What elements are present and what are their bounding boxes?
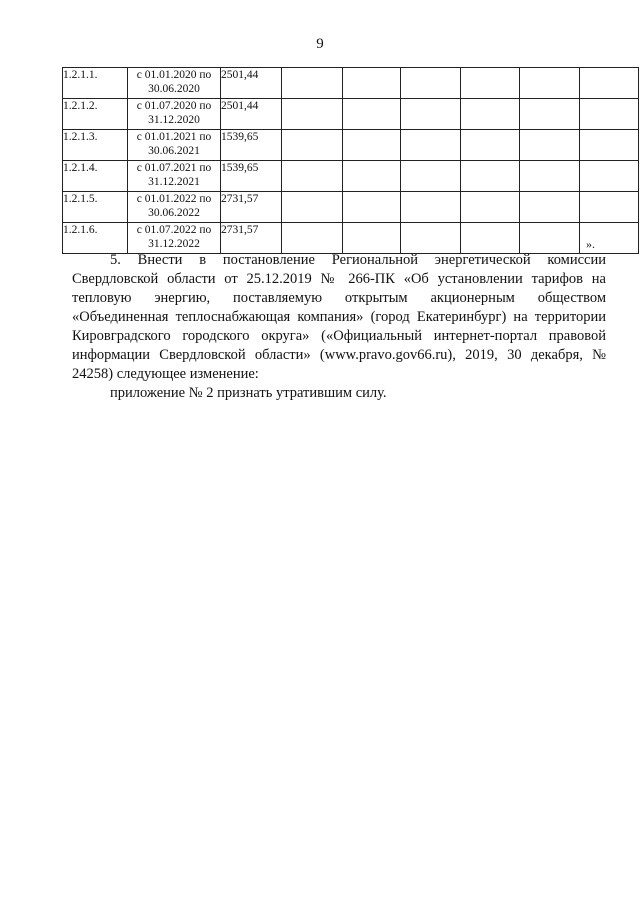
empty-cell [401, 223, 461, 254]
period-start: с 01.01.2022 по [136, 193, 212, 205]
row-number: 1.2.1.1. [63, 68, 128, 99]
empty-cell [401, 192, 461, 223]
period-end: 31.12.2020 [148, 114, 200, 126]
empty-cell [580, 99, 639, 130]
empty-cell [343, 68, 401, 99]
table-row [63, 223, 639, 254]
empty-cell [520, 99, 580, 130]
paragraph-5: 5. Внести в постановление Региональной энергетической комиссии Свердловской области от 25.12.2019 № 266-ПК «Об установлении тарифов на тепловую энергию, поставляемую открытым акционерным обществом «Объединенная теплоснабжающая компания» (город Екатеринбург) на территории Кировградского городского округа» («Официальный интернет-портал правовой информации Свердловской области» (www.pravo.gov66.ru), 2019, 30 декабря, № 24258) следующее изменение: [72, 252, 606, 382]
period-end: 31.12.2022 [148, 238, 200, 250]
closing-quote: ». [586, 237, 595, 251]
empty-cell [282, 99, 343, 130]
table-row [63, 130, 639, 161]
row-number: 1.2.1.2. [63, 99, 128, 130]
empty-cell [401, 161, 461, 192]
tariff-table [62, 67, 639, 254]
empty-cell [343, 223, 401, 254]
table-row [63, 161, 639, 192]
empty-cell [461, 130, 520, 161]
period-end: 31.12.2021 [148, 176, 200, 188]
table-row [63, 68, 639, 99]
tariff-value: 2501,44 [221, 68, 282, 99]
tariff-value: 1539,65 [221, 130, 282, 161]
empty-cell [580, 130, 639, 161]
period-start: с 01.07.2021 по [136, 162, 212, 174]
empty-cell [282, 223, 343, 254]
empty-cell [343, 192, 401, 223]
tariff-value: 2501,44 [221, 99, 282, 130]
empty-cell [401, 130, 461, 161]
empty-cell [520, 161, 580, 192]
empty-cell [461, 161, 520, 192]
period-end: 30.06.2022 [148, 207, 200, 219]
tariff-table-body [63, 68, 639, 254]
period-cell [128, 130, 221, 161]
empty-cell [520, 68, 580, 99]
page-number: 9 [316, 36, 324, 52]
tariff-value: 2731,57 [221, 192, 282, 223]
amendment-item: приложение № 2 признать утратившим силу. [110, 385, 387, 401]
empty-cell [520, 192, 580, 223]
empty-cell [520, 223, 580, 254]
empty-cell [343, 161, 401, 192]
period-cell [128, 99, 221, 130]
empty-cell [461, 68, 520, 99]
period-cell [128, 161, 221, 192]
body-text [72, 251, 606, 403]
row-number: 1.2.1.4. [63, 161, 128, 192]
table-row [63, 192, 639, 223]
empty-cell [401, 68, 461, 99]
period-start: с 01.07.2020 по [136, 100, 212, 112]
row-number: 1.2.1.5. [63, 192, 128, 223]
row-number: 1.2.1.3. [63, 130, 128, 161]
row-number: 1.2.1.6. [63, 223, 128, 254]
empty-cell [401, 99, 461, 130]
table-row [63, 99, 639, 130]
empty-cell [282, 68, 343, 99]
tariff-value: 1539,65 [221, 161, 282, 192]
empty-cell [461, 99, 520, 130]
empty-cell [282, 161, 343, 192]
empty-cell [580, 192, 639, 223]
empty-cell [520, 130, 580, 161]
empty-cell [282, 130, 343, 161]
period-start: с 01.01.2021 по [136, 131, 212, 143]
empty-cell [580, 161, 639, 192]
empty-cell [461, 223, 520, 254]
period-cell [128, 192, 221, 223]
tariff-value: 2731,57 [221, 223, 282, 254]
period-start: с 01.07.2022 по [136, 224, 212, 236]
period-cell [128, 223, 221, 254]
empty-cell [343, 99, 401, 130]
empty-cell [580, 68, 639, 99]
period-end: 30.06.2021 [148, 145, 200, 157]
empty-cell [343, 130, 401, 161]
empty-cell [461, 192, 520, 223]
period-start: с 01.01.2020 по [136, 69, 212, 81]
period-cell [128, 68, 221, 99]
empty-cell [282, 192, 343, 223]
period-end: 30.06.2020 [148, 83, 200, 95]
